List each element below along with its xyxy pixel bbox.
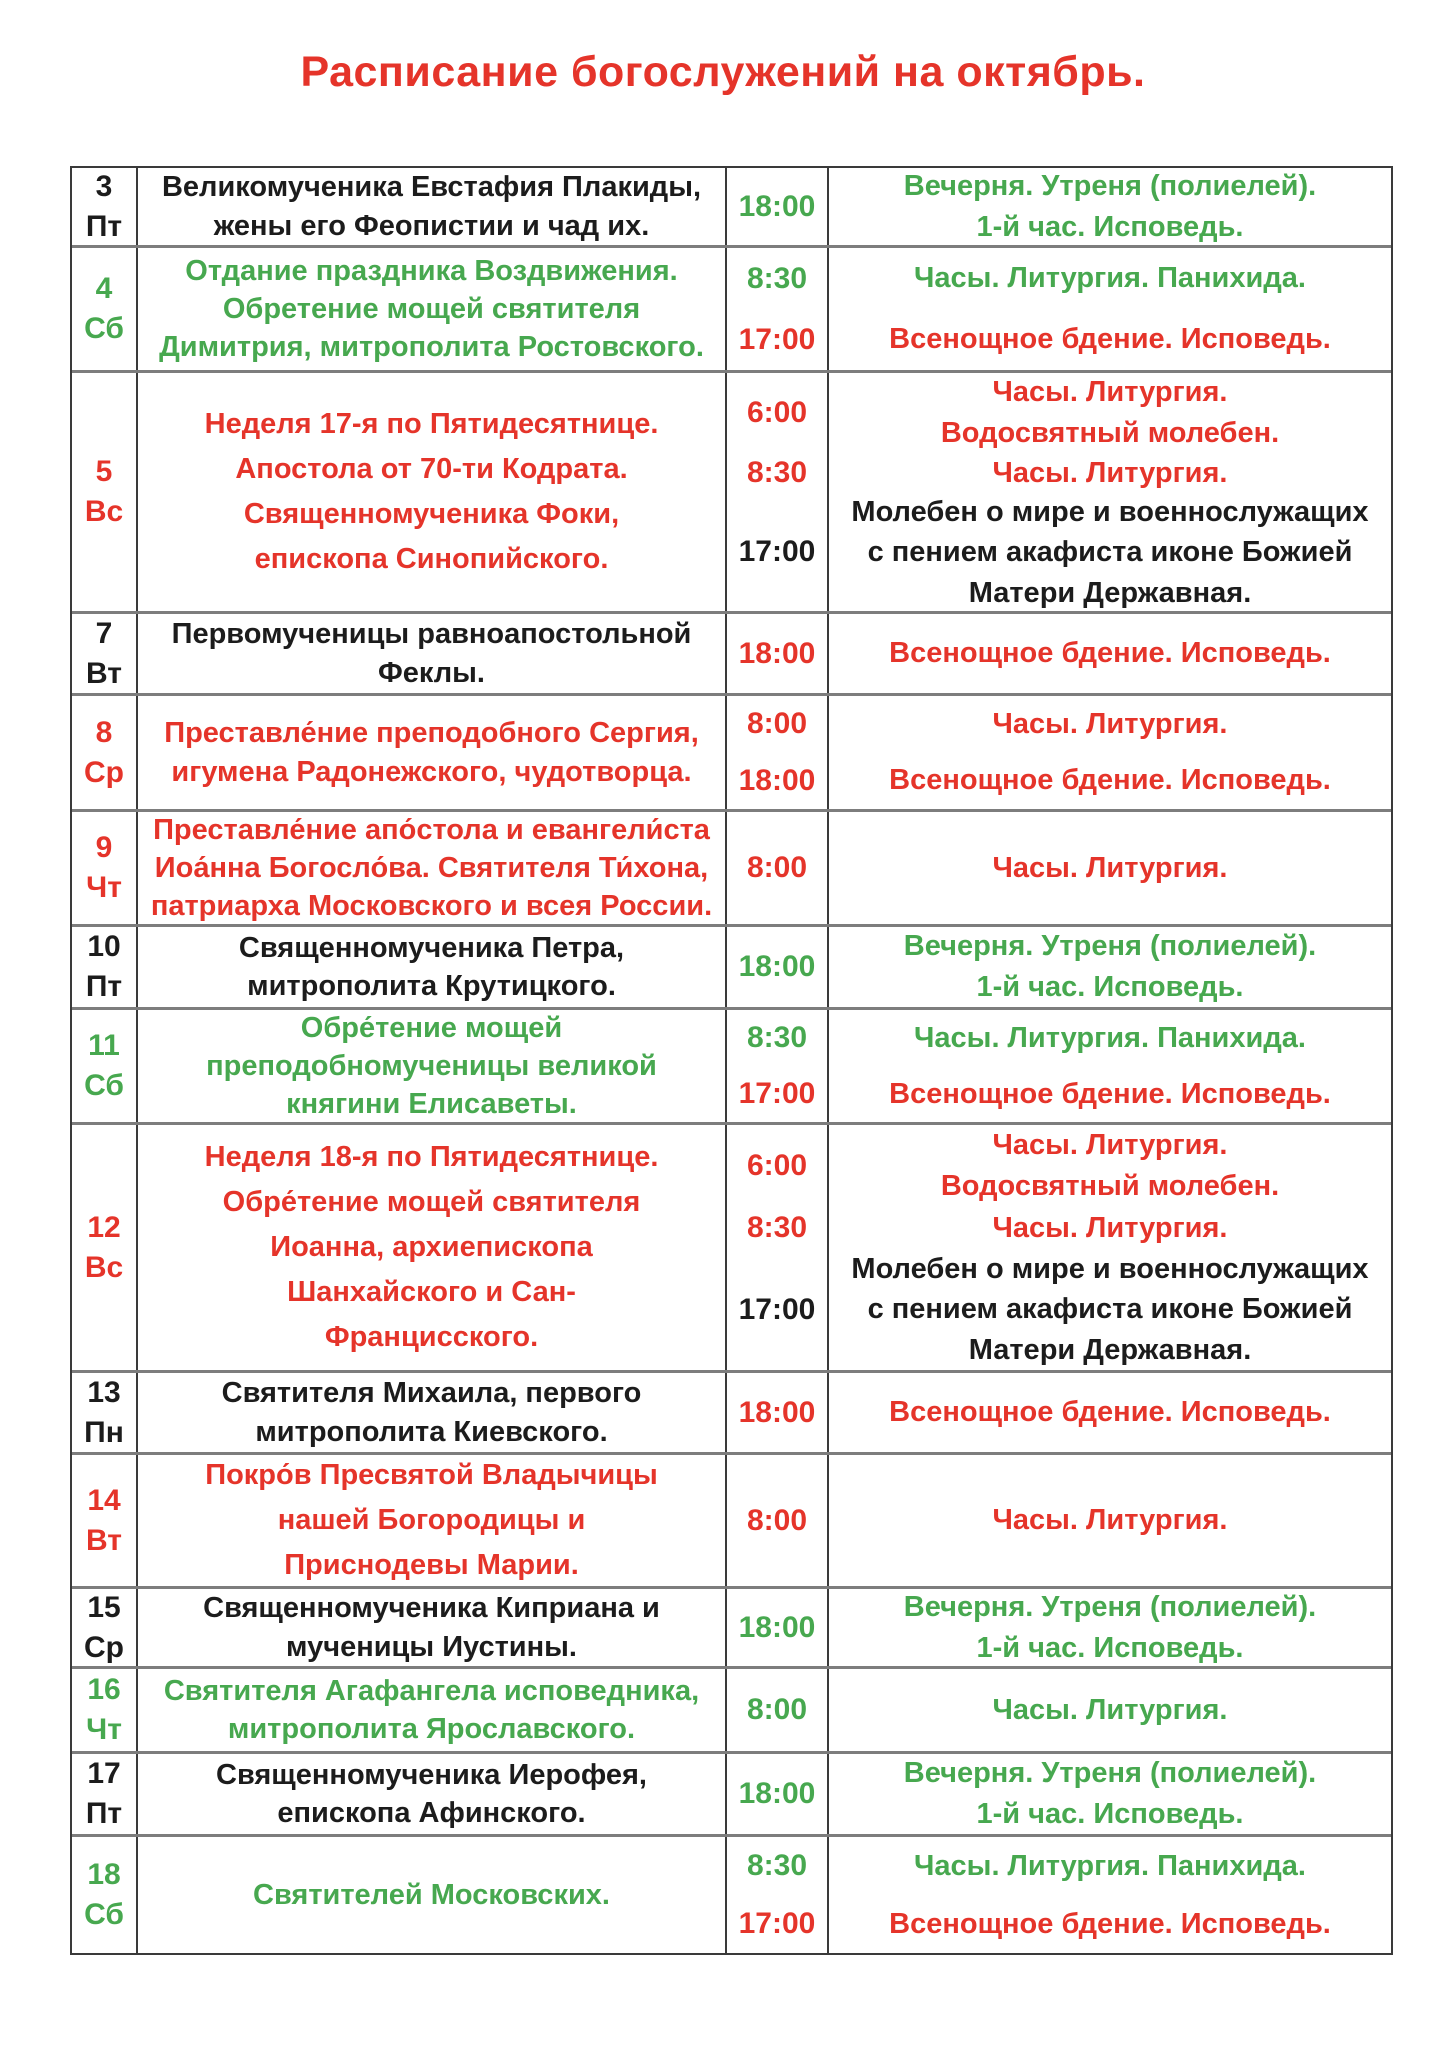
entries-cell: [727, 168, 1391, 245]
description-cell: [138, 696, 727, 809]
schedule-row: [72, 1125, 1391, 1373]
schedule-row: [72, 614, 1391, 696]
service-cell: [829, 1125, 1391, 1207]
service-line: Часы. Литургия.: [992, 851, 1228, 884]
service-cell: [829, 1589, 1391, 1666]
schedule-row: [72, 1754, 1391, 1837]
entries-cell: [727, 696, 1391, 809]
description-line: преподобномученицы великой: [206, 1049, 657, 1082]
service-cell: [829, 1895, 1391, 1953]
service-cell: [829, 1249, 1391, 1370]
date-day: 7: [95, 616, 113, 650]
time-cell: 18:00: [727, 927, 829, 1007]
service-line: Вечерня. Утреня (полиелей).: [903, 930, 1317, 963]
service-entry: [727, 1207, 1391, 1250]
description-cell: [138, 927, 727, 1007]
date-weekday: Сб: [84, 1898, 124, 1931]
page-title: Расписание богослужений на октябрь.: [300, 48, 1146, 96]
date-day: 17: [87, 1757, 121, 1791]
time-cell: 6:00: [727, 373, 829, 452]
description-line: нашей Богородицы и: [277, 1504, 586, 1537]
description-cell: [138, 248, 727, 370]
service-entry: [727, 373, 1391, 452]
date-weekday: Вт: [86, 656, 122, 690]
time-cell: 8:00: [727, 696, 829, 753]
time-cell: 18:00: [727, 1373, 829, 1452]
service-entry: [727, 696, 1391, 753]
description-line: Апостола от 70-ти Кодрата.: [235, 453, 628, 486]
entries-cell: [727, 1754, 1391, 1834]
service-entry: [727, 1455, 1391, 1586]
service-line: Часы. Литургия.: [992, 456, 1228, 489]
schedule-row: [72, 168, 1391, 248]
time-cell: 17:00: [727, 1249, 829, 1370]
service-entry: [727, 1125, 1391, 1207]
schedule-row: [72, 812, 1391, 927]
service-line: Всенощное бдение. Исповедь.: [889, 323, 1331, 356]
schedule-row: [72, 696, 1391, 812]
time-cell: 18:00: [727, 614, 829, 693]
service-line: 1-й час. Исповедь.: [976, 210, 1244, 243]
service-cell: [829, 1010, 1391, 1066]
date-day: 10: [87, 930, 121, 964]
entries-cell: [727, 1669, 1391, 1751]
service-cell: [829, 1066, 1391, 1122]
service-line: Часы. Литургия.: [992, 1504, 1228, 1537]
description-line: епископа Синопийского.: [254, 542, 609, 575]
description-cell: [138, 614, 727, 693]
service-entry: [727, 168, 1391, 245]
description-line: епископа Афинского.: [277, 1797, 586, 1829]
date-day: 13: [87, 1375, 121, 1409]
date-day: 3: [95, 169, 113, 203]
service-entry: [727, 1754, 1391, 1834]
entries-cell: [727, 1589, 1391, 1666]
service-cell: [829, 1669, 1391, 1751]
description-line: мученицы Иустины.: [286, 1630, 577, 1663]
service-line: Всенощное бдение. Исповедь.: [889, 637, 1331, 670]
service-line: Всенощное бдение. Исповедь.: [889, 1907, 1331, 1940]
entries-cell: [727, 812, 1391, 924]
service-line: 1-й час. Исповедь.: [976, 1631, 1244, 1664]
service-cell: [829, 1455, 1391, 1586]
time-cell: 8:30: [727, 248, 829, 309]
date-weekday: Пт: [85, 209, 123, 243]
service-cell: [829, 753, 1391, 810]
time-cell: 8:30: [727, 452, 829, 494]
date-cell: [72, 1455, 138, 1586]
service-cell: [829, 373, 1391, 452]
description-line: Покро́в Пресвятой Владычицы: [205, 1459, 658, 1492]
description-cell: [138, 1010, 727, 1122]
description-line: Преставле́ние апо́стола и евангели́ста: [153, 813, 710, 846]
service-entry: [727, 1249, 1391, 1370]
date-day: 4: [95, 272, 113, 306]
service-entry: [727, 1895, 1391, 1953]
service-line: 1-й час. Исповедь.: [976, 971, 1244, 1003]
time-cell: 17:00: [727, 1895, 829, 1953]
entries-cell: [727, 927, 1391, 1007]
date-weekday: Ср: [84, 755, 124, 789]
description-line: Священномученика Фоки,: [243, 498, 620, 530]
date-cell: [72, 812, 138, 924]
description-line: митрополита Ярославского.: [227, 1713, 636, 1745]
service-line: Молебен о мире и военнослужащих: [851, 495, 1369, 528]
service-entry: [727, 1837, 1391, 1895]
time-cell: 8:00: [727, 1455, 829, 1586]
schedule-row: [72, 927, 1391, 1010]
schedule-row: [72, 373, 1391, 614]
description-line: Шанхайского и Сан-: [287, 1275, 576, 1308]
service-line: Часы. Литургия.: [992, 1211, 1228, 1244]
date-weekday: Пн: [84, 1415, 124, 1449]
service-cell: [829, 812, 1391, 924]
time-cell: 8:00: [727, 1669, 829, 1751]
date-weekday: Вс: [84, 1250, 124, 1284]
date-cell: [72, 696, 138, 809]
time-cell: 8:30: [727, 1010, 829, 1066]
description-cell: [138, 1125, 727, 1370]
description-line: Святителя Агафангела исповедника,: [163, 1674, 700, 1707]
description-line: Святителя Михаила, первого: [221, 1377, 642, 1410]
date-cell: [72, 1589, 138, 1666]
time-cell: 17:00: [727, 309, 829, 370]
description-line: Преставле́ние преподобного Сергия,: [164, 717, 699, 750]
date-day: 16: [87, 1673, 121, 1707]
description-line: Францисского.: [324, 1320, 539, 1353]
date-cell: [72, 927, 138, 1007]
service-line: с пением акафиста иконе Божией: [867, 1293, 1353, 1326]
service-entry: [727, 1373, 1391, 1452]
service-cell: [829, 1373, 1391, 1452]
date-weekday: Чт: [86, 1713, 122, 1746]
description-cell: [138, 1669, 727, 1751]
description-line: митрополита Киевского.: [255, 1415, 608, 1448]
date-cell: [72, 373, 138, 611]
description-line: Священномученика Петра,: [238, 931, 625, 964]
service-line: Часы. Литургия.: [992, 376, 1228, 409]
date-cell: [72, 1754, 138, 1834]
description-line: Святителей Московских.: [253, 1878, 610, 1911]
date-weekday: Пт: [85, 1797, 123, 1830]
description-cell: [138, 812, 727, 924]
service-line: Часы. Литургия.: [992, 1129, 1228, 1162]
schedule-row: [72, 1373, 1391, 1455]
service-line: Вечерня. Утреня (полиелей).: [903, 1590, 1317, 1623]
service-line: Водосвятный молебен.: [940, 416, 1280, 449]
service-line: Часы. Литургия.: [992, 707, 1228, 740]
description-line: Обре́тение мощей: [300, 1011, 563, 1044]
date-day: 9: [95, 831, 113, 865]
date-weekday: Сб: [84, 312, 124, 345]
service-line: Вечерня. Утреня (полиелей).: [903, 1757, 1317, 1790]
description-line: Обретение мощей святителя: [222, 292, 641, 325]
date-day: 11: [88, 1029, 120, 1063]
description-cell: [138, 1837, 727, 1953]
date-day: 12: [87, 1210, 121, 1244]
description-line: Приснодевы Марии.: [284, 1548, 579, 1581]
description-cell: [138, 1373, 727, 1452]
service-cell: [829, 927, 1391, 1007]
service-entry: [727, 614, 1391, 693]
description-line: митрополита Крутицкого.: [247, 970, 616, 1002]
service-line: Молебен о мире и военнослужащих: [851, 1252, 1369, 1285]
service-line: Матери Державная.: [968, 1334, 1252, 1367]
schedule-row: [72, 248, 1391, 373]
service-line: Матери Державная.: [968, 576, 1252, 609]
description-line: жены его Феопистии и чад их.: [213, 209, 650, 242]
service-cell: [829, 168, 1391, 245]
date-weekday: Ср: [84, 1630, 124, 1664]
service-entry: [727, 1010, 1391, 1066]
time-cell: 18:00: [727, 1589, 829, 1666]
description-line: Неделя 18-я по Пятидесятнице.: [204, 1141, 659, 1174]
description-line: Великомученика Евстафия Плакиды,: [161, 171, 702, 204]
date-cell: [72, 614, 138, 693]
description-cell: [138, 373, 727, 611]
entries-cell: [727, 248, 1391, 370]
schedule-row: [72, 1589, 1391, 1669]
service-cell: [829, 696, 1391, 753]
time-cell: 8:30: [727, 1837, 829, 1895]
schedule-row: [72, 1669, 1391, 1754]
date-day: 14: [87, 1483, 121, 1517]
description-cell: [138, 1455, 727, 1586]
service-entry: [727, 309, 1391, 370]
time-cell: 8:00: [727, 812, 829, 924]
service-cell: [829, 248, 1391, 309]
service-line: с пением акафиста иконе Божией: [867, 536, 1353, 569]
entries-cell: [727, 1837, 1391, 1953]
date-cell: [72, 1669, 138, 1751]
service-line: 1-й час. Исповедь.: [976, 1798, 1244, 1830]
description-cell: [138, 168, 727, 245]
service-line: Часы. Литургия. Панихида.: [914, 1021, 1306, 1054]
service-cell: [829, 1207, 1391, 1250]
service-line: Всенощное бдение. Исповедь.: [889, 1396, 1331, 1429]
description-line: Иоанна, архиепископа: [270, 1231, 593, 1264]
time-cell: 17:00: [727, 1066, 829, 1122]
schedule-row: [72, 1837, 1391, 1953]
service-cell: [829, 1837, 1391, 1895]
service-line: Водосвятный молебен.: [940, 1169, 1280, 1202]
date-weekday: Чт: [86, 871, 122, 904]
service-line: Всенощное бдение. Исповедь.: [889, 1077, 1331, 1110]
date-weekday: Сб: [84, 1069, 124, 1102]
description-line: Феклы.: [378, 656, 485, 689]
time-cell: 17:00: [727, 494, 829, 611]
entries-cell: [727, 1010, 1391, 1122]
date-cell: [72, 248, 138, 370]
entries-cell: [727, 1125, 1391, 1370]
service-line: Вечерня. Утреня (полиелей).: [903, 169, 1317, 202]
entries-cell: [727, 1373, 1391, 1452]
date-cell: [72, 1125, 138, 1370]
description-cell: [138, 1754, 727, 1834]
date-cell: [72, 1010, 138, 1122]
description-line: Отдание праздника Воздвижения.: [185, 254, 678, 287]
entries-cell: [727, 1455, 1391, 1586]
service-entry: [727, 927, 1391, 1007]
time-cell: 18:00: [727, 1754, 829, 1834]
time-cell: 18:00: [727, 753, 829, 810]
service-entry: [727, 1669, 1391, 1751]
service-cell: [829, 309, 1391, 370]
service-cell: [829, 614, 1391, 693]
date-day: 15: [87, 1590, 121, 1624]
date-weekday: Вт: [86, 1523, 122, 1557]
description-line: патриарха Московского и всея России.: [150, 890, 713, 923]
schedule-row: [72, 1455, 1391, 1589]
description-line: Священномученика Киприана и: [203, 1592, 660, 1625]
service-entry: [727, 1066, 1391, 1122]
time-cell: 18:00: [727, 168, 829, 245]
date-day: 18: [87, 1858, 121, 1892]
service-line: Всенощное бдение. Исповедь.: [889, 764, 1331, 797]
time-cell: 8:30: [727, 1207, 829, 1250]
description-line: Иоа́нна Богосло́ва. Святителя Ти́хона,: [154, 851, 709, 884]
time-cell: 6:00: [727, 1125, 829, 1207]
date-day: 8: [95, 715, 113, 749]
description-line: княгини Елисаветы.: [286, 1088, 577, 1121]
date-day: 5: [95, 455, 113, 489]
service-line: Часы. Литургия.: [992, 1693, 1228, 1726]
date-cell: [72, 1373, 138, 1452]
entries-cell: [727, 373, 1391, 611]
service-entry: [727, 452, 1391, 494]
service-cell: [829, 452, 1391, 494]
date-weekday: Вс: [84, 495, 124, 528]
service-line: Часы. Литургия. Панихида.: [914, 262, 1306, 295]
service-entry: [727, 812, 1391, 924]
schedule-row: [72, 1010, 1391, 1125]
description-line: Димитрия, митрополита Ростовского.: [159, 331, 704, 364]
date-cell: [72, 1837, 138, 1953]
schedule-table: [70, 166, 1393, 1955]
entries-cell: [727, 614, 1391, 693]
description-line: Обре́тение мощей святителя: [222, 1186, 641, 1219]
description-line: игумена Радонежского, чудотворца.: [171, 755, 692, 788]
description-cell: [138, 1589, 727, 1666]
service-entry: [727, 494, 1391, 611]
date-cell: [72, 168, 138, 245]
description-line: Неделя 17-я по Пятидесятнице.: [204, 408, 659, 441]
description-line: Священномученика Иерофея,: [216, 1758, 647, 1791]
description-line: Первомученицы равноапостольной: [171, 618, 692, 651]
service-cell: [829, 1754, 1391, 1834]
service-entry: [727, 1589, 1391, 1666]
service-entry: [727, 753, 1391, 810]
service-line: Часы. Литургия. Панихида.: [914, 1849, 1306, 1882]
service-cell: [829, 494, 1391, 611]
service-entry: [727, 248, 1391, 309]
date-weekday: Пт: [85, 970, 123, 1003]
